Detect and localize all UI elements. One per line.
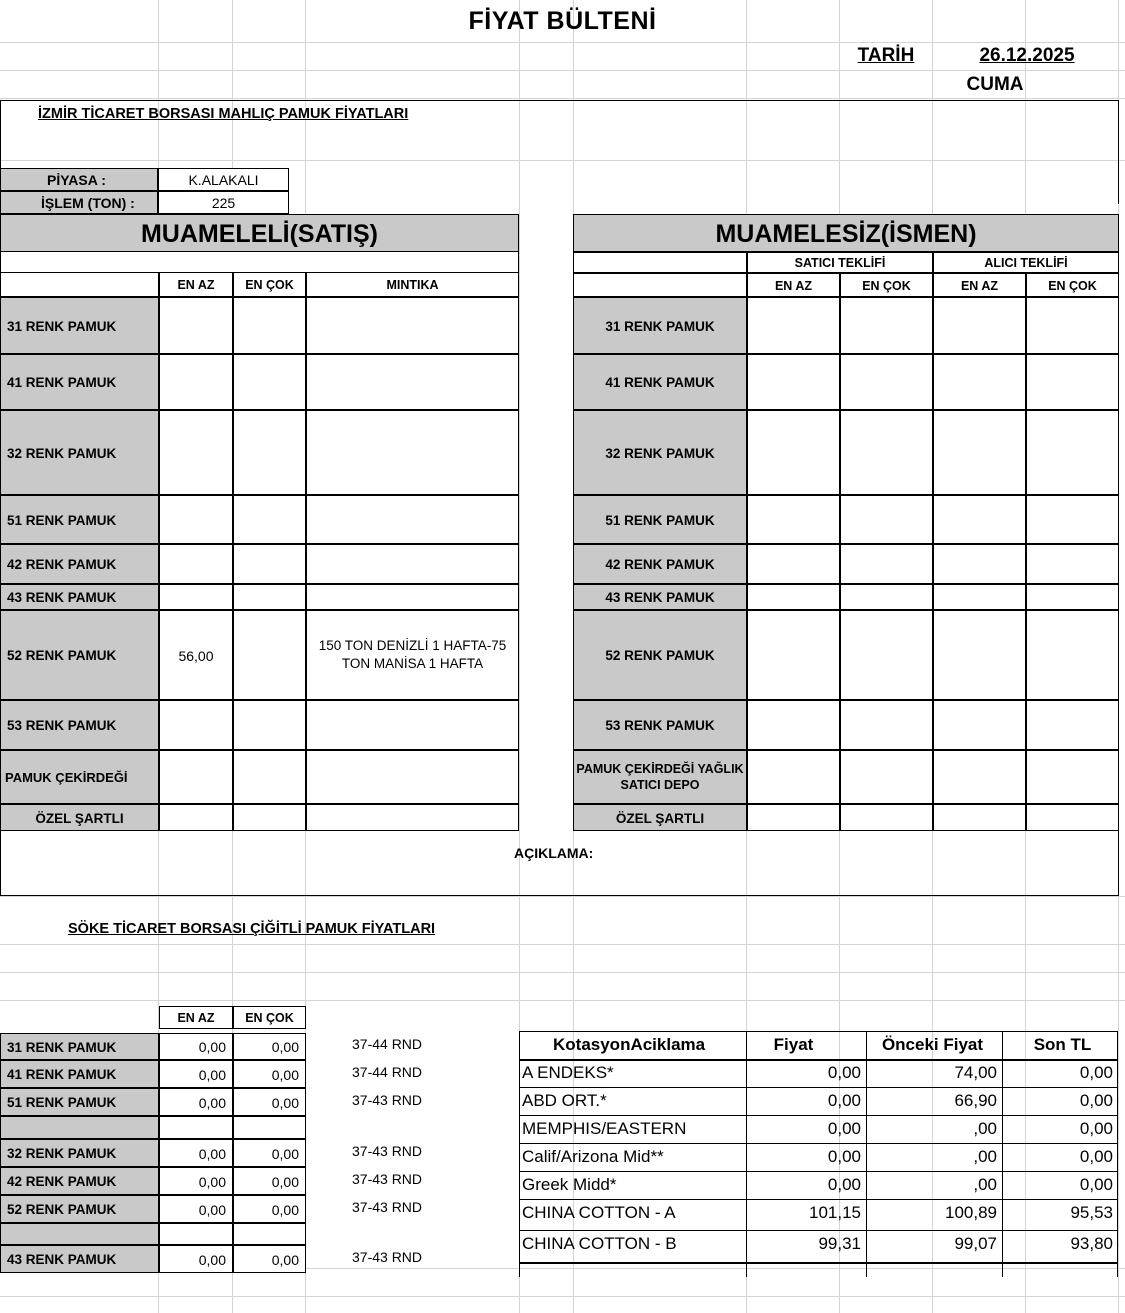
kotasyon-row-rule [519, 1171, 1118, 1172]
left-row-enaz-8 [159, 750, 233, 804]
right-row-alici-az-7 [933, 700, 1026, 750]
aciklama-label: AÇIKLAMA: [514, 845, 594, 861]
kotasyon-row-name-0: A ENDEKS* [522, 1063, 614, 1082]
left-row-encok-0 [233, 297, 306, 354]
left-row-mintika-7 [306, 700, 519, 750]
right-row-label-9: ÖZEL ŞARTLI [573, 804, 747, 831]
right-row-satici-az-1 [747, 354, 840, 410]
left-row-enaz-0 [159, 297, 233, 354]
right-row-satici-cok-9 [840, 804, 933, 831]
kotasyon-left-border [519, 1031, 520, 1277]
right-header-empty [573, 252, 747, 273]
soke-heading: SÖKE TİCARET BORSASI ÇİĞİTLİ PAMUK FİYATLARI [68, 921, 436, 937]
left-row-label-6: 52 RENK PAMUK [0, 610, 159, 700]
kotasyon-row-rule [519, 1115, 1118, 1116]
islem-value: 225 [158, 191, 289, 214]
left-row-enaz-6: 56,00 [159, 610, 233, 700]
soke-row-enaz-4: 0,00 [159, 1139, 233, 1167]
right-row-satici-az-2 [747, 410, 840, 495]
right-row-alici-cok-7 [1026, 700, 1119, 750]
right-header-alici-en-cok: EN ÇOK [1026, 273, 1119, 297]
right-row-alici-cok-8 [1026, 750, 1119, 804]
right-row-alici-cok-9 [1026, 804, 1119, 831]
soke-row-rnd-2: 37-43 RND [352, 1092, 423, 1108]
soke-row-encok-3 [233, 1116, 306, 1139]
soke-header-en-cok: EN ÇOK [233, 1006, 306, 1029]
kotasyon-row-sontl-5: 95,53 [1070, 1203, 1113, 1222]
kotasyon-header-rule [519, 1059, 1118, 1061]
day-value: CUMA [966, 74, 1024, 95]
kotasyon-row-fiyat-2: 0,00 [827, 1119, 861, 1138]
right-header-alici-en-az: EN AZ [933, 273, 1026, 297]
kotasyon-row-fiyat-1: 0,00 [827, 1091, 861, 1110]
soke-row-encok-6: 0,00 [233, 1195, 306, 1223]
soke-row-rnd-5: 37-43 RND [352, 1171, 423, 1187]
kotasyon-row-sontl-2: 0,00 [1079, 1119, 1113, 1138]
soke-row-enaz-2: 0,00 [159, 1088, 233, 1116]
left-row-enaz-3 [159, 495, 233, 544]
left-row-label-0: 31 RENK PAMUK [0, 297, 159, 354]
soke-row-rnd-1: 37-44 RND [352, 1064, 423, 1080]
right-row-label-7: 53 RENK PAMUK [573, 700, 747, 750]
right-header-empty2 [573, 273, 747, 297]
left-row-label-9: ÖZEL ŞARTLI [0, 804, 159, 831]
left-row-enaz-5 [159, 584, 233, 610]
kotasyon-row-sontl-6: 93,80 [1070, 1234, 1113, 1253]
kotasyon-row-rule [519, 1087, 1118, 1088]
right-row-alici-cok-6 [1026, 610, 1119, 700]
left-row-mintika-9 [306, 804, 519, 831]
date-value: 26.12.2025 [979, 45, 1075, 66]
right-row-label-0: 31 RENK PAMUK [573, 297, 747, 354]
izmir-heading: İZMİR TİCARET BORSASI MAHLIÇ PAMUK FİYATLARI [38, 106, 409, 122]
kotasyon-row-rule [519, 1143, 1118, 1144]
right-row-satici-az-7 [747, 700, 840, 750]
grid-line [0, 944, 1125, 945]
grid-line [0, 1000, 1125, 1001]
kotasyon-header-sontl: Son TL [1033, 1035, 1092, 1054]
kotasyon-row-sontl-4: 0,00 [1079, 1175, 1113, 1194]
soke-row-label-5: 42 RENK PAMUK [0, 1167, 159, 1195]
kotasyon-row-onceki-0: 74,00 [954, 1063, 997, 1082]
left-row-mintika-4 [306, 544, 519, 584]
soke-row-label-1: 41 RENK PAMUK [0, 1060, 159, 1088]
kotasyon-row-fiyat-6: 99,31 [818, 1234, 861, 1253]
kotasyon-row-fiyat-0: 0,00 [827, 1063, 861, 1082]
right-row-satici-cok-4 [840, 544, 933, 584]
right-row-alici-az-2 [933, 410, 1026, 495]
kotasyon-row-rule [519, 1230, 1118, 1231]
right-row-satici-cok-6 [840, 610, 933, 700]
soke-row-enaz-1: 0,00 [159, 1060, 233, 1088]
left-band-title: MUAMELELİ(SATIŞ) [0, 214, 519, 252]
left-row-label-5: 43 RENK PAMUK [0, 584, 159, 610]
grid-line [0, 972, 1125, 973]
kotasyon-row-rule [519, 1199, 1118, 1200]
left-header-empty [0, 272, 159, 297]
left-row-encok-9 [233, 804, 306, 831]
piyasa-label: PİYASA : [0, 168, 158, 191]
right-row-satici-cok-8 [840, 750, 933, 804]
left-row-encok-6 [233, 610, 306, 700]
left-row-enaz-2 [159, 410, 233, 495]
grid-line [0, 42, 1125, 43]
kotasyon-row-onceki-2: ,00 [973, 1119, 997, 1138]
right-row-satici-cok-5 [840, 584, 933, 610]
right-row-alici-cok-2 [1026, 410, 1119, 495]
left-row-label-8: PAMUK ÇEKİRDEĞİ [0, 750, 159, 804]
kotasyon-row-fiyat-5: 101,15 [809, 1203, 861, 1222]
right-row-label-8: PAMUK ÇEKİRDEĞİ YAĞLIK SATICI DEPO [573, 750, 747, 804]
left-row-label-2: 32 RENK PAMUK [0, 410, 159, 495]
left-row-encok-1 [233, 354, 306, 410]
grid-line [0, 896, 1125, 897]
left-header-en-cok: EN ÇOK [233, 272, 306, 297]
left-row-mintika-2 [306, 410, 519, 495]
left-row-encok-5 [233, 584, 306, 610]
left-row-encok-3 [233, 495, 306, 544]
right-group-alici: ALICI TEKLİFİ [933, 252, 1119, 273]
kotasyon-row-sontl-1: 0,00 [1079, 1091, 1113, 1110]
kotasyon-row-onceki-1: 66,90 [954, 1091, 997, 1110]
soke-row-rnd-0: 37-44 RND [352, 1036, 423, 1052]
kotasyon-row-onceki-3: ,00 [973, 1147, 997, 1166]
left-row-label-7: 53 RENK PAMUK [0, 700, 159, 750]
right-row-satici-cok-3 [840, 495, 933, 544]
left-row-encok-7 [233, 700, 306, 750]
grid-line [0, 70, 1125, 71]
left-row-mintika-8 [306, 750, 519, 804]
kotasyon-header-onceki: Önceki Fiyat [881, 1035, 984, 1054]
kotasyon-row-name-1: ABD ORT.* [522, 1091, 607, 1110]
left-row-label-4: 42 RENK PAMUK [0, 544, 159, 584]
grid-line [0, 1296, 1125, 1297]
left-row-encok-4 [233, 544, 306, 584]
right-row-satici-cok-0 [840, 297, 933, 354]
kotasyon-row-onceki-4: ,00 [973, 1175, 997, 1194]
soke-row-label-0: 31 RENK PAMUK [0, 1033, 159, 1060]
soke-row-enaz-0: 0,00 [159, 1033, 233, 1060]
soke-row-encok-2: 0,00 [233, 1088, 306, 1116]
soke-row-label-3 [0, 1116, 159, 1139]
left-row-label-1: 41 RENK PAMUK [0, 354, 159, 410]
soke-row-encok-0: 0,00 [233, 1033, 306, 1060]
kotasyon-row-name-4: Greek Midd* [522, 1175, 617, 1194]
kotasyon-header-name: KotasyonAciklama [553, 1035, 706, 1054]
grid-line [0, 98, 1125, 99]
soke-row-encok-4: 0,00 [233, 1139, 306, 1167]
kotasyon-row-sontl-3: 0,00 [1079, 1147, 1113, 1166]
right-row-label-3: 51 RENK PAMUK [573, 495, 747, 544]
left-row-mintika-6: 150 TON DENİZLİ 1 HAFTA-75 TON MANİSA 1 HAFTA [306, 610, 519, 700]
right-row-satici-cok-2 [840, 410, 933, 495]
kotasyon-bottom-rule [519, 1262, 1118, 1264]
right-row-label-6: 52 RENK PAMUK [573, 610, 747, 700]
soke-row-encok-1: 0,00 [233, 1060, 306, 1088]
soke-row-encok-8: 0,00 [233, 1245, 306, 1273]
soke-row-label-4: 32 RENK PAMUK [0, 1139, 159, 1167]
right-row-alici-az-5 [933, 584, 1026, 610]
kotasyon-row-name-3: Calif/Arizona Mid** [522, 1147, 664, 1166]
right-row-alici-cok-5 [1026, 584, 1119, 610]
right-row-alici-az-4 [933, 544, 1026, 584]
right-row-alici-az-3 [933, 495, 1026, 544]
soke-row-enaz-6: 0,00 [159, 1195, 233, 1223]
right-row-alici-az-6 [933, 610, 1026, 700]
right-row-satici-az-4 [747, 544, 840, 584]
right-row-alici-cok-1 [1026, 354, 1119, 410]
soke-row-enaz-7 [159, 1223, 233, 1245]
right-row-label-4: 42 RENK PAMUK [573, 544, 747, 584]
left-row-enaz-9 [159, 804, 233, 831]
right-row-alici-cok-0 [1026, 297, 1119, 354]
right-row-label-1: 41 RENK PAMUK [573, 354, 747, 410]
aciklama-box [0, 831, 1119, 896]
kotasyon-row-name-2: MEMPHIS/EASTERN [522, 1119, 687, 1138]
left-header-mintika: MINTIKA [306, 272, 519, 297]
kotasyon-row-fiyat-3: 0,00 [827, 1147, 861, 1166]
left-row-mintika-1 [306, 354, 519, 410]
left-row-mintika-0 [306, 297, 519, 354]
right-row-satici-az-8 [747, 750, 840, 804]
right-header-satici-en-cok: EN ÇOK [840, 273, 933, 297]
soke-row-label-6: 52 RENK PAMUK [0, 1195, 159, 1223]
right-band-title: MUAMELESİZ(İSMEN) [573, 214, 1119, 252]
kotasyon-row-name-5: CHINA COTTON - A [522, 1203, 676, 1222]
right-row-alici-cok-4 [1026, 544, 1119, 584]
date-label: TARİH [857, 45, 915, 66]
right-row-label-2: 32 RENK PAMUK [573, 410, 747, 495]
right-row-satici-cok-7 [840, 700, 933, 750]
kotasyon-row-onceki-6: 99,07 [954, 1234, 997, 1253]
soke-row-encok-7 [233, 1223, 306, 1245]
soke-row-enaz-8: 0,00 [159, 1245, 233, 1273]
soke-row-label-8: 43 RENK PAMUK [0, 1245, 159, 1273]
kotasyon-right-border [1117, 1031, 1118, 1277]
kotasyon-top-rule [519, 1031, 1118, 1032]
kotasyon-row-name-6: CHINA COTTON - B [522, 1234, 677, 1253]
soke-row-enaz-5: 0,00 [159, 1167, 233, 1195]
soke-row-rnd-6: 37-43 RND [352, 1199, 423, 1215]
right-row-satici-az-3 [747, 495, 840, 544]
right-header-satici-en-az: EN AZ [747, 273, 840, 297]
left-row-encok-2 [233, 410, 306, 495]
kotasyon-row-sontl-0: 0,00 [1079, 1063, 1113, 1082]
left-row-mintika-5 [306, 584, 519, 610]
piyasa-value: K.ALAKALI [158, 168, 289, 191]
soke-header-en-az: EN AZ [159, 1006, 233, 1029]
right-row-satici-az-0 [747, 297, 840, 354]
right-row-alici-az-0 [933, 297, 1026, 354]
left-row-enaz-1 [159, 354, 233, 410]
islem-label: İŞLEM (TON) : [0, 191, 158, 214]
page-title: FİYAT BÜLTENİ [468, 7, 657, 35]
kotasyon-row-fiyat-4: 0,00 [827, 1175, 861, 1194]
right-row-alici-cok-3 [1026, 495, 1119, 544]
right-row-satici-cok-1 [840, 354, 933, 410]
right-row-label-5: 43 RENK PAMUK [573, 584, 747, 610]
right-row-alici-az-8 [933, 750, 1026, 804]
soke-row-enaz-3 [159, 1116, 233, 1139]
right-row-satici-az-5 [747, 584, 840, 610]
soke-row-encok-5: 0,00 [233, 1167, 306, 1195]
right-row-satici-az-9 [747, 804, 840, 831]
right-row-alici-az-9 [933, 804, 1026, 831]
soke-row-rnd-8: 37-43 RND [352, 1249, 423, 1265]
left-header-en-az: EN AZ [159, 272, 233, 297]
right-row-satici-az-6 [747, 610, 840, 700]
right-row-alici-az-1 [933, 354, 1026, 410]
soke-row-label-2: 51 RENK PAMUK [0, 1088, 159, 1116]
right-group-satici: SATICI TEKLİFİ [747, 252, 933, 273]
left-row-mintika-3 [306, 495, 519, 544]
soke-row-label-7 [0, 1223, 159, 1245]
left-row-encok-8 [233, 750, 306, 804]
left-row-enaz-4 [159, 544, 233, 584]
kotasyon-row-onceki-5: 100,89 [945, 1203, 997, 1222]
soke-row-rnd-4: 37-43 RND [352, 1143, 423, 1159]
left-row-label-3: 51 RENK PAMUK [0, 495, 159, 544]
kotasyon-header-fiyat: Fiyat [773, 1035, 814, 1054]
left-row-enaz-7 [159, 700, 233, 750]
